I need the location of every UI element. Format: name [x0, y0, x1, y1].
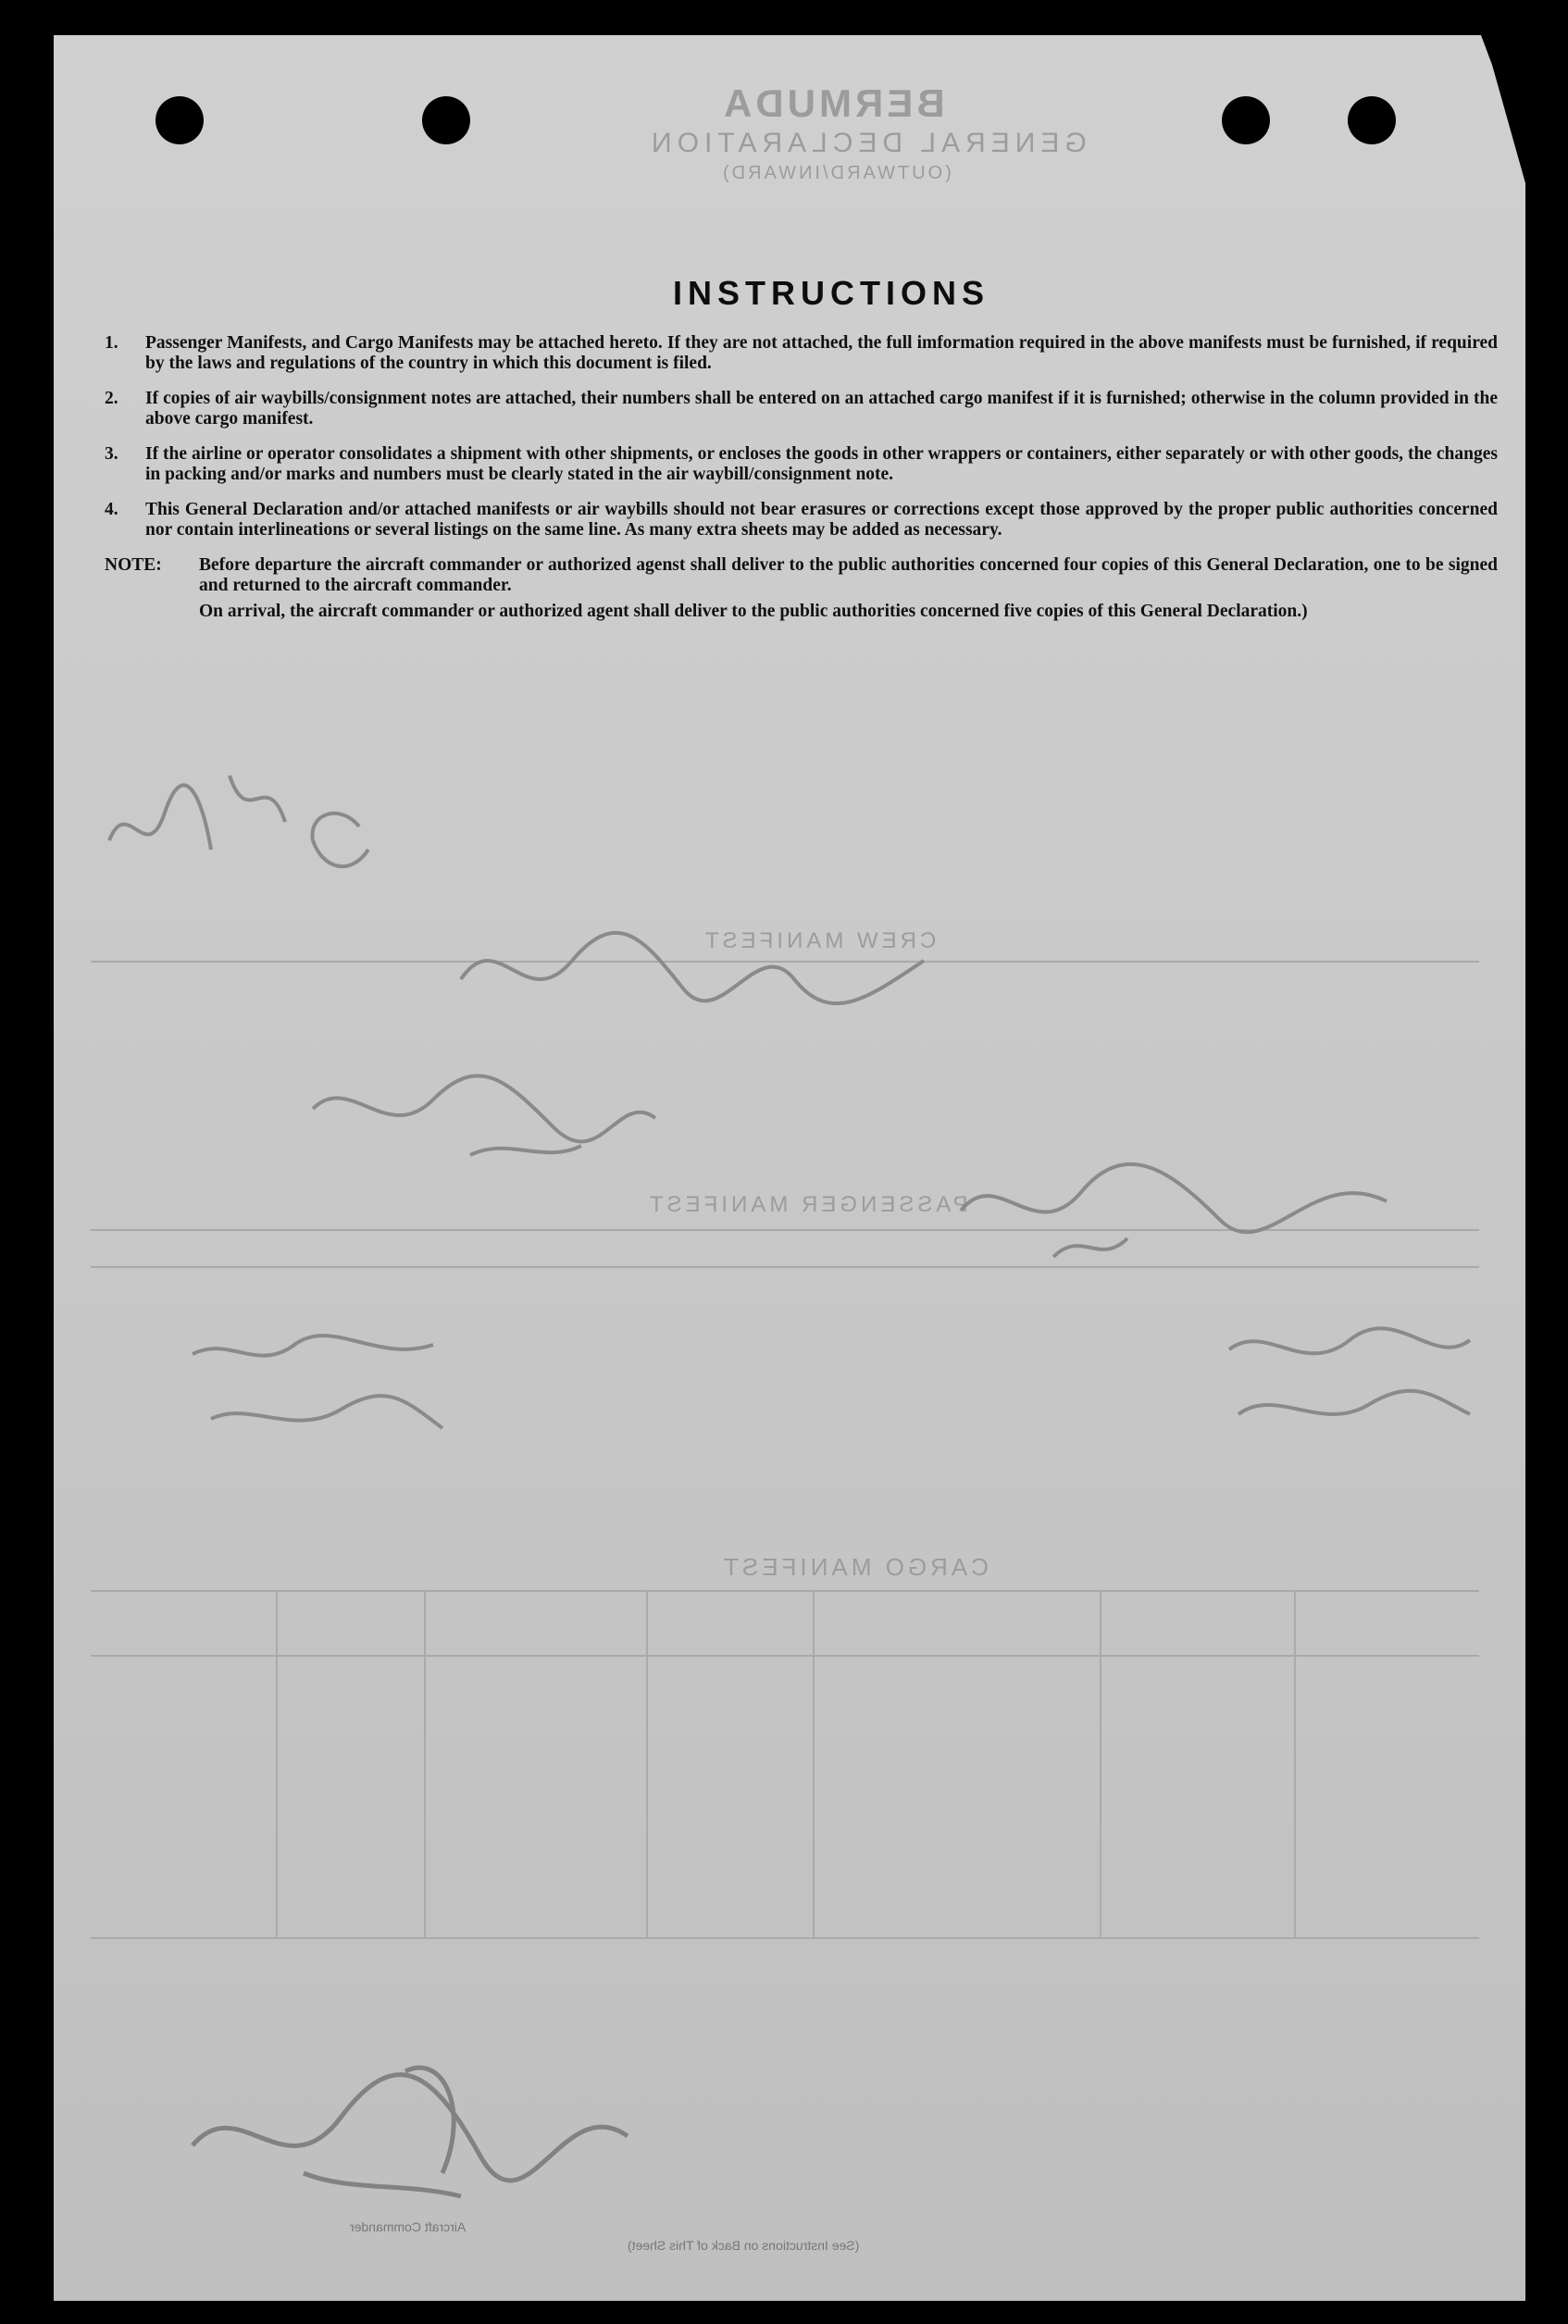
- instructions-title: INSTRUCTIONS: [673, 274, 989, 312]
- bleed-through-subtitle2: (OUTWARD/INWARD): [720, 163, 952, 183]
- bleed-through-title: BERMUDA: [720, 81, 945, 125]
- instruction-item: [105, 333, 1498, 374]
- bleed-through-rule: [276, 1590, 278, 1937]
- item-text: Passenger Manifests, and Cargo Manifests may be attached hereto. If they are not attached, the full imformation required in the above manifests must be furnished, if required by the laws and regulations of the country in which this document is filed.: [145, 333, 1498, 373]
- bleed-through-rule: [646, 1590, 648, 1937]
- item-number: 2.: [105, 389, 118, 408]
- handwriting-mark: [942, 1127, 1424, 1275]
- document-sheet: [54, 35, 1525, 2301]
- item-text: If copies of air waybills/consignment notes are attached, their numbers shall be entered on an attached cargo manifest if it is furnished; otherwise in the column provided in the above cargo manifest.: [145, 389, 1498, 429]
- bleed-through-rule: [813, 1590, 815, 1937]
- bleed-through-subtitle: GENERAL DECLARATION: [646, 128, 1087, 158]
- punch-hole: [1222, 96, 1270, 144]
- punch-hole: [1348, 96, 1396, 144]
- item-number: 4.: [105, 500, 118, 519]
- punch-hole: [422, 96, 470, 144]
- note-text-arrival: On arrival, the aircraft commander or authorized agent shall deliver to the public authorities concerned five copies of this General Declaration.): [199, 602, 1308, 621]
- handwriting-mark: [442, 905, 942, 1035]
- instruction-item: [105, 444, 1498, 485]
- handwriting-mark: [91, 739, 405, 905]
- item-number: 3.: [105, 444, 118, 464]
- instruction-item: [105, 500, 1498, 541]
- note-label: NOTE:: [105, 555, 162, 575]
- bleed-through-rule: [424, 1590, 426, 1937]
- torn-corner: [1414, 35, 1525, 183]
- handwriting-mark: [1211, 1312, 1488, 1442]
- bleed-through-rule: [1294, 1590, 1296, 1937]
- bleed-through-rule: [91, 1655, 1479, 1657]
- handwriting-mark: [285, 1053, 674, 1174]
- item-text: If the airline or operator consolidates a shipment with other shipments, or encloses the goods in other wrappers or containers, either separately or with other goods, the changes in packing and/or marks and numbers must be clearly stated in the air waybill/consignment note.: [145, 444, 1498, 484]
- bleed-through-rule: [1100, 1590, 1101, 1937]
- item-number: 1.: [105, 333, 118, 353]
- bleed-through-crew-manifest: CREW MANIFEST: [702, 928, 937, 953]
- bleed-through-rule: [91, 1590, 1479, 1592]
- item-text: This General Declaration and/or attached manifests or air waybills should not bear erasures or corrections except those approved by the proper public authorities concerned nor contain interlineations or several listings on the same line. As many extra sheets may be added as necessary.: [145, 500, 1498, 540]
- punch-hole: [156, 96, 204, 144]
- instructions-body: [105, 333, 1498, 622]
- instruction-item: [105, 389, 1498, 429]
- note-text: Before departure the aircraft commander or authorized agenst shall deliver to the public authorities concerned four copies of this General Declaration, one to be signed and returned to the aircraft commander.: [199, 555, 1498, 595]
- bleed-through-cargo-manifest: CARGO MANIFEST: [720, 1553, 989, 1581]
- handwriting-mark: [174, 1317, 470, 1456]
- commander-signature-mark: [165, 2034, 683, 2210]
- note-block: [105, 555, 1498, 596]
- bleed-through-footer: Aircraft Commander: [350, 2219, 467, 2234]
- bleed-through-passenger-manifest: PASSENGER MANIFEST: [646, 1192, 968, 1217]
- bleed-through-rule: [91, 1937, 1479, 1939]
- bleed-through-footer: (See Instructions on Back of This Sheet): [628, 2238, 860, 2253]
